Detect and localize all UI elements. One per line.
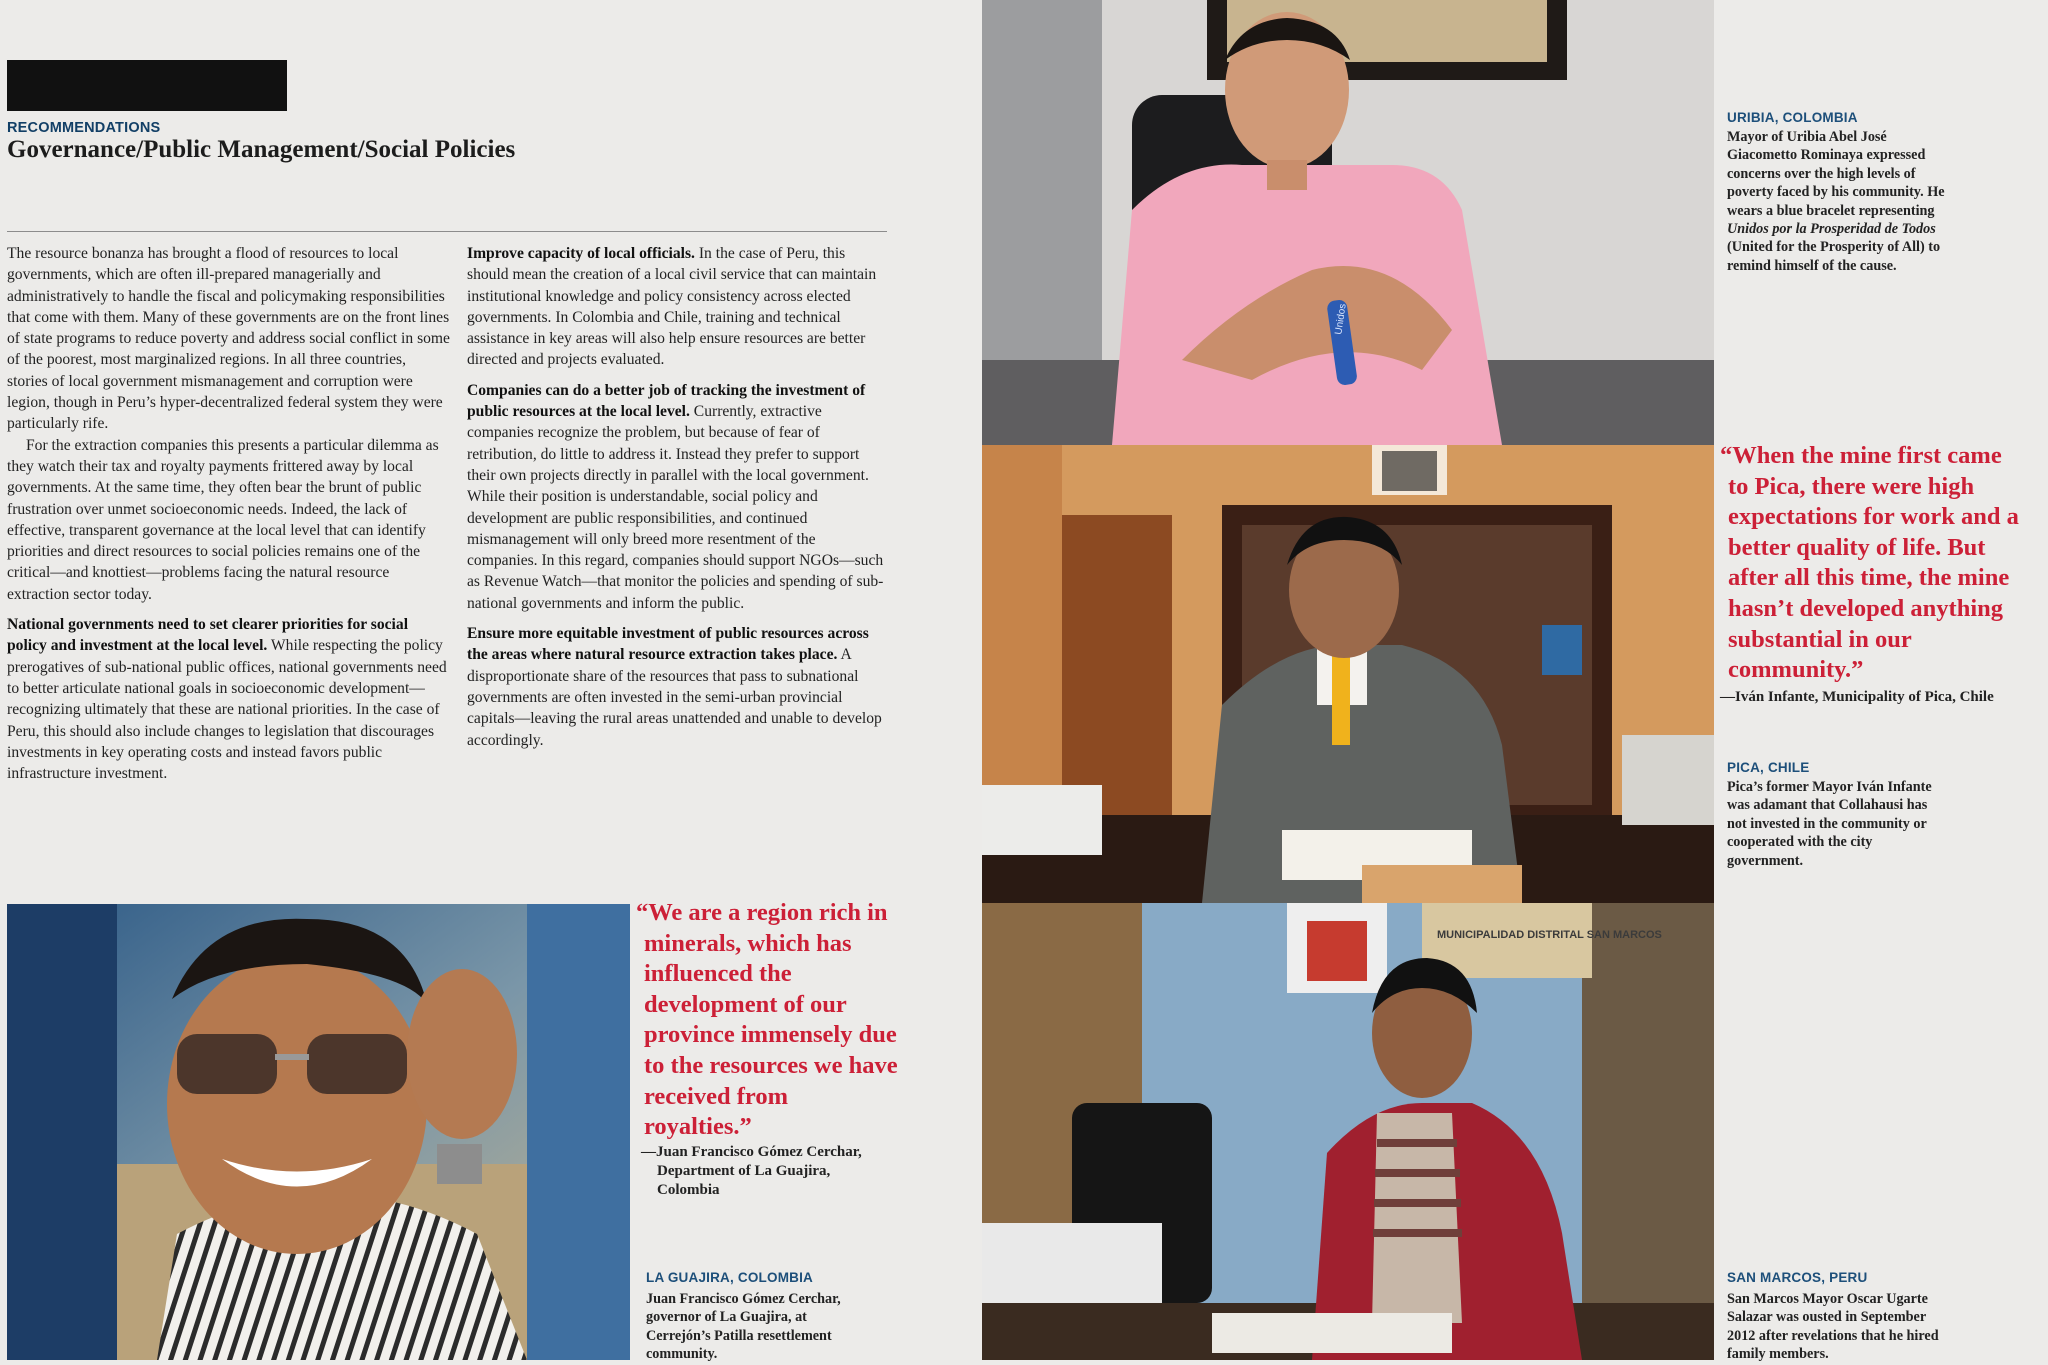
caption-place: PICA, CHILE <box>1727 760 1810 775</box>
photo-guajira-governor <box>7 904 630 1360</box>
paragraph: The resource bonanza has brought a flood of resources to local governments, which are often ill-prepared managerially and administratively to handle the fiscal and policymaking responsibilities that come with them. Many of these governments are on the front lines of state programs to reduce poverty and address social conflict in some of the poorest, most marginalized regions. In all three countries, stories of local government mismanagement and corruption were legion, though in Peru’s hyper-decentralized federal system they were particularly rife. <box>7 245 450 433</box>
caption-text-italic: Unidos por la Prosperidad de Todos <box>1727 221 1936 238</box>
paragraph-lead: Companies can do a better job of tracking the investment of public resources at the local level. <box>467 381 866 421</box>
caption-place: URIBIA, COLOMBIA <box>1727 110 1858 125</box>
left-text-column <box>7 243 450 793</box>
photo-sanmarcos-mayor <box>982 903 1714 1360</box>
pull-quote-pica: “When the mine first came to Pica, there were high expectations for work and a better quality of life. But after all this time, the mine hasn’t developed anything substantial in our community.” <box>1720 442 2019 684</box>
pull-quote-guajira: “We are a region rich in minerals, which has influenced the development of our province immensely due to the resources we have received from royalties.” <box>636 899 898 1141</box>
caption-text: Juan Francisco Gómez Cerchar, governor of La Guajira, at Cerrejón’s Patilla resettlement community. <box>646 1291 841 1363</box>
paragraph-lead: National governments need to set clearer priorities for social policy and investment at the local level. <box>7 616 409 655</box>
photo-uribia-mayor <box>982 0 1714 445</box>
paragraph-body: Currently, extractive companies recognize the problem, but because of fear of retribution, do little to address it. Instead they prefer to support their own projects directly in parallel with the local government. While their position is understandable, social policy and development are public responsibilities, and continued mismanagement will only breed more resentment of the companies. In this regard, companies should support NGOs—such as Revenue Watch—that monitor the policies and spending of sub-national governments and inform the public. <box>467 403 884 612</box>
caption-text <box>1727 128 1955 275</box>
header-black-bar <box>7 60 287 111</box>
paragraph <box>467 243 887 371</box>
caption-place: SAN MARCOS, PERU <box>1727 1270 1868 1285</box>
paragraph <box>467 623 887 751</box>
caption-text-part: (United for the Prosperity of All) to remind himself of the cause. <box>1727 239 1941 274</box>
photo-pica-mayor <box>982 445 1714 903</box>
pull-quote-guajira-source: —Juan Francisco Gómez Cerchar, Department of La Guajira, Colombia <box>641 1144 862 1198</box>
paragraph-lead: Improve capacity of local officials. <box>467 245 695 262</box>
bracelet-text: Unidos <box>1333 303 1349 336</box>
paragraph-body: In the case of Peru, this should mean the creation of a local civil service that can maintain institutional knowledge and policy consistency across elected governments. In Colombia and Chile, training and technical assistance in key areas will also help ensure resources are better directed and projects evaluated. <box>467 245 877 369</box>
paragraph-lead: Ensure more equitable investment of public resources across the areas where natural resource extraction takes place. <box>467 625 869 664</box>
title-rule <box>7 231 887 232</box>
caption-text-part: Mayor of Uribia Abel José Giacometto Rominaya expressed concerns over the high levels of poverty faced by his community. He wears a blue bracelet representing <box>1727 129 1945 219</box>
paragraph: For the extraction companies this presents a particular dilemma as they watch their tax and royalty payments frittered away by local governments. At the same time, they often bear the brunt of public frustration over unmet socioeconomic needs. Indeed, the lack of effective, transparent governance at the local level that can identify priorities and direct resources to social policies remains one of the critical—and knottiest—problems facing the natural resource extraction sector today. <box>7 436 439 603</box>
page-title: Governance/Public Management/Social Policies <box>7 136 516 163</box>
paragraph <box>7 614 450 784</box>
section-kicker: RECOMMENDATIONS <box>7 120 161 136</box>
caption-text: Pica’s former Mayor Iván Infante was adamant that Collahausi has not invested in the community or cooperated with the city government. <box>1727 779 1932 869</box>
paragraph-body: A disproportionate share of the resources that pass to subnational governments are often invested in the semi-urban provincial capitals—leaving the rural areas unattended and unable to develop accordingly. <box>467 646 882 749</box>
paragraph-body: While respecting the policy prerogatives of sub-national public offices, national governments need to better articulate national goals in socioeconomic development—recognizing ultimately that these are national priorities. In the case of Peru, this should also include changes to legislation that discourages investments in key operating costs and instead favors public infrastructure investment. <box>7 637 447 783</box>
paragraph <box>467 380 887 614</box>
office-sign-text: MUNICIPALIDAD DISTRITAL SAN MARCOS <box>1437 929 1662 941</box>
right-text-column <box>467 243 887 760</box>
pull-quote-pica-source: —Iván Infante, Municipality of Pica, Chile <box>1720 689 1994 705</box>
caption-text: San Marcos Mayor Oscar Ugarte Salazar was ousted in September 2012 after revelations that he hired family members. <box>1727 1291 1939 1363</box>
caption-place: LA GUAJIRA, COLOMBIA <box>646 1270 813 1285</box>
